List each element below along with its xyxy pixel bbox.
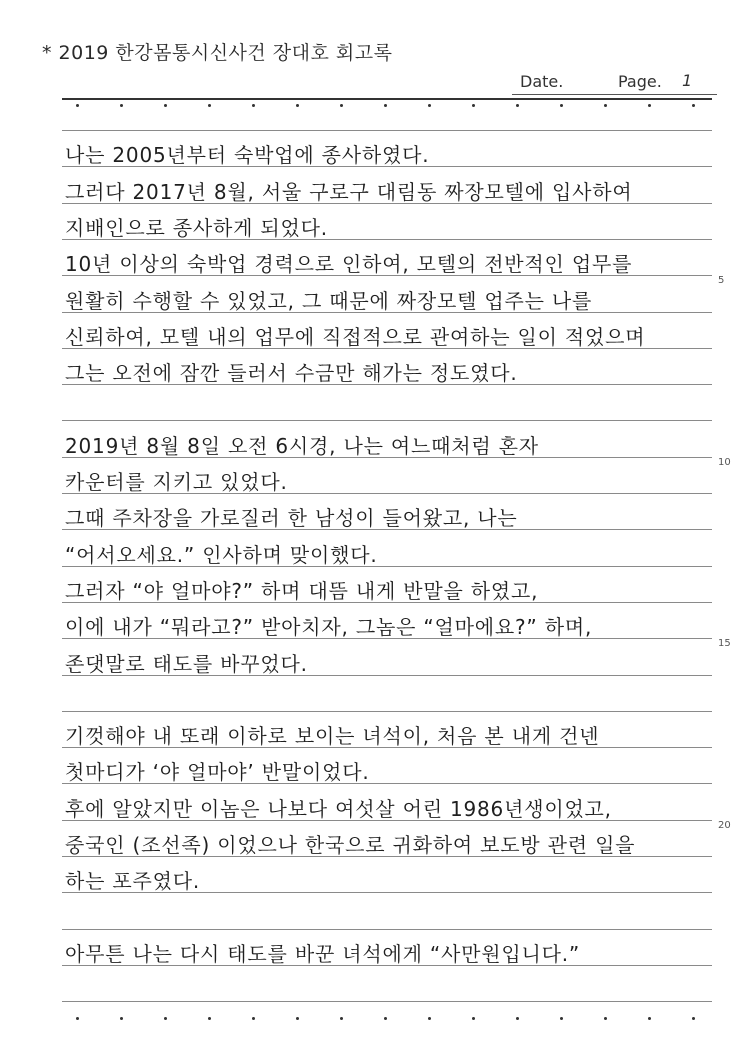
dot-mark <box>340 104 343 107</box>
ruled-sheet <box>62 98 712 1000</box>
dot-mark <box>340 1017 343 1020</box>
date-page-header <box>510 72 715 94</box>
dot-mark <box>516 1017 519 1020</box>
dot-mark <box>604 1017 607 1020</box>
date-label: Date. <box>520 72 564 91</box>
dot-mark <box>76 104 79 107</box>
handwritten-line: 카운터를 지키고 있었다. <box>65 470 288 494</box>
handwritten-line: 나는 2005년부터 숙박업에 종사하였다. <box>65 143 430 168</box>
ruled-line <box>62 929 712 930</box>
dot-mark <box>692 104 695 107</box>
dot-mark <box>472 104 475 107</box>
page-title: * 2019 한강몸통시신사건 장대호 회고록 <box>42 42 393 64</box>
dot-mark <box>296 104 299 107</box>
dot-mark <box>604 104 607 107</box>
dot-row-bottom <box>62 1017 712 1025</box>
ruled-line <box>62 1001 712 1002</box>
handwritten-line: 원활히 수행할 수 있었고, 그 때문에 짜장모텔 업주는 나를 <box>65 288 593 313</box>
dot-mark <box>252 1017 255 1020</box>
header-underline <box>512 94 717 95</box>
margin-line-number: 10 <box>718 456 731 468</box>
handwritten-line: 후에 알았지만 이놈은 나보다 여섯살 어린 1986년생이었고, <box>65 796 612 821</box>
dot-mark <box>208 1017 211 1020</box>
handwritten-line: 그때 주차장을 가로질러 한 남성이 들어왔고, 나는 <box>65 506 518 531</box>
dot-mark <box>384 1017 387 1020</box>
dot-row-top <box>62 104 712 112</box>
margin-line-number: 15 <box>718 638 731 650</box>
dot-mark <box>472 1017 475 1020</box>
ruled-line <box>62 420 712 421</box>
page-label: Page. <box>618 72 662 91</box>
dot-mark <box>648 1017 651 1020</box>
dot-mark <box>252 104 255 107</box>
dot-mark <box>208 104 211 107</box>
handwritten-line: 이에 내가 “뭐라고?” 받아치자, 그놈은 “얼마에요?” 하며, <box>65 615 593 640</box>
dot-mark <box>560 104 563 107</box>
handwritten-line: 10년 이상의 숙박업 경력으로 인하여, 모텔의 전반적인 업무를 <box>65 252 633 277</box>
handwritten-line: 아무튼 나는 다시 태도를 바꾼 녀석에게 “사만원입니다.” <box>65 941 581 966</box>
handwritten-line: 지배인으로 종사하게 되었다. <box>65 215 328 240</box>
page-number: 1 <box>682 71 693 90</box>
handwritten-line: 신뢰하여, 모텔 내의 업무에 직접적으로 관여하는 일이 적었으며 <box>65 324 646 349</box>
dot-mark <box>428 104 431 107</box>
ruled-line <box>62 130 712 131</box>
handwritten-line: 중국인 (조선족) 이었으나 한국으로 귀화하여 보도방 관련 일을 <box>65 833 636 857</box>
dot-mark <box>76 1017 79 1020</box>
dot-mark <box>120 1017 123 1020</box>
handwritten-line: 기껏해야 내 또래 이하로 보이는 녀석이, 처음 본 내게 건넨 <box>65 724 600 749</box>
handwritten-line: 그러다 2017년 8월, 서울 구로구 대림동 짜장모텔에 입사하여 <box>65 179 633 204</box>
handwritten-line: 그러자 “야 얼마야?” 하며 대뜸 내게 반말을 하였고, <box>65 578 539 603</box>
margin-line-number: 5 <box>718 275 725 287</box>
dot-mark <box>648 104 651 107</box>
handwritten-line: 하는 포주였다. <box>65 869 201 894</box>
handwritten-line: 그는 오전에 잠깐 들러서 수금만 해가는 정도였다. <box>65 361 518 386</box>
dot-mark <box>384 104 387 107</box>
handwritten-line: “어서오세요.” 인사하며 맞이했다. <box>65 542 378 567</box>
dot-mark <box>692 1017 695 1020</box>
dot-mark <box>516 104 519 107</box>
dot-mark <box>428 1017 431 1020</box>
dot-mark <box>296 1017 299 1020</box>
dot-mark <box>164 104 167 107</box>
handwritten-line: 2019년 8월 8일 오전 6시경, 나는 여느때처럼 혼자 <box>65 433 539 458</box>
handwritten-line: 첫마디가 ‘야 얼마야’ 반말이었다. <box>65 760 370 785</box>
handwritten-line: 존댓말로 태도를 바꾸었다. <box>65 651 308 676</box>
dot-mark <box>560 1017 563 1020</box>
margin-line-number: 20 <box>718 819 731 831</box>
dot-mark <box>164 1017 167 1020</box>
ruled-line <box>62 711 712 712</box>
dot-mark <box>120 104 123 107</box>
